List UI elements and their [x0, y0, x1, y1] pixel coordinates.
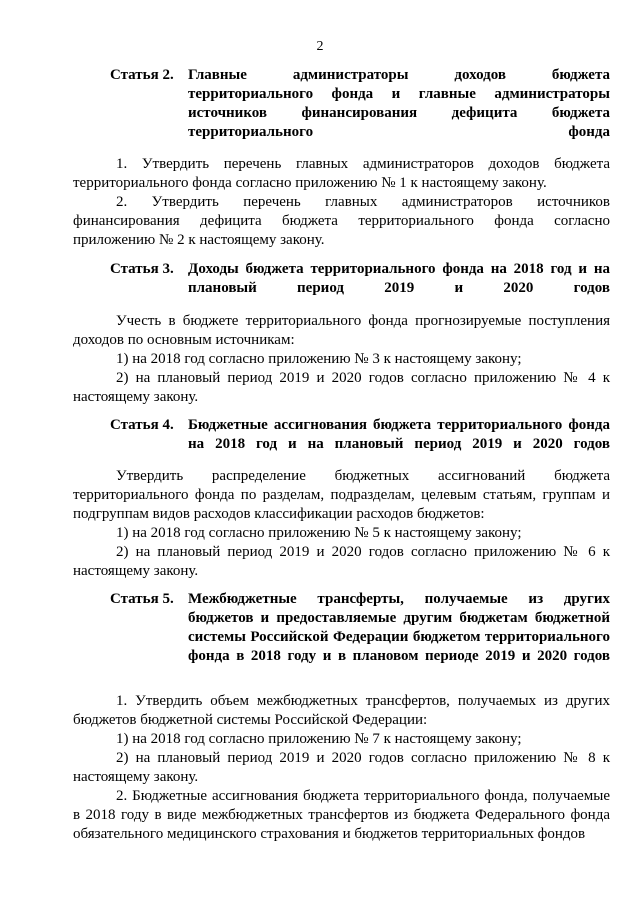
paragraph: 1. Утвердить объем межбюджетных трансфертов, получаемых из других бюджетов бюджетной системы Российской Федерации:	[73, 693, 610, 728]
article-label: Статья 5.	[110, 591, 174, 607]
article-3-heading	[110, 260, 610, 298]
article-title: Главные администраторы доходов бюджета территориального фонда и главные администраторы источников финансирования дефицита бюджета территориального фонда	[188, 67, 610, 140]
paragraph: 1. Утвердить перечень главных администраторов доходов бюджета территориального фонда согласно приложению № 1 к настоящему закону.	[73, 156, 610, 191]
paragraph: 1) на 2018 год согласно приложению № 3 к настоящему закону;	[116, 351, 522, 367]
paragraph: 2. Утвердить перечень главных администраторов источников финансирования дефицита бюджета территориального фонда согласно приложению № 2 к настоящему закону.	[73, 194, 610, 248]
article-4-body	[73, 467, 610, 577]
paragraph: 2) на плановый период 2019 и 2020 годов согласно приложению № 8 к настоящему закону.	[73, 750, 610, 785]
page-number: 2	[316, 39, 324, 54]
article-label: Статья 3.	[110, 261, 174, 277]
article-title: Доходы бюджета территориального фонда на 2018 год и на плановый период 2019 и 2020 годов	[188, 261, 610, 296]
paragraph: 2) на плановый период 2019 и 2020 годов согласно приложению № 4 к настоящему закону.	[73, 370, 610, 405]
paragraph: 2) на плановый период 2019 и 2020 годов согласно приложению № 6 к настоящему закону.	[73, 544, 610, 579]
paragraph: 1) на 2018 год согласно приложению № 7 к настоящему закону;	[116, 731, 522, 747]
article-title: Бюджетные ассигнования бюджета территориального фонда на 2018 год и на плановый период 2019 и 2020 годов	[188, 417, 610, 452]
article-title: Межбюджетные трансферты, получаемые из других бюджетов и предоставляемые другим бюджетам бюджетной системы Российской Федерации бюджетом территориального фонда в 2018 году и в плановом периоде 2019 и 2020 годов	[188, 591, 610, 664]
article-label: Статья 4.	[110, 417, 174, 433]
article-2-body	[73, 155, 610, 248]
paragraph: Учесть в бюджете территориального фонда прогнозируемые поступления доходов по основным источникам:	[73, 313, 610, 348]
article-5-heading	[110, 590, 610, 685]
article-4-heading	[110, 416, 610, 454]
paragraph: 2. Бюджетные ассигнования бюджета территориального фонда, получаемые в 2018 году в виде межбюджетных трансфертов из бюджета Федерального фонда обязательного медицинского страхования и бюджетов территориальных фондов	[73, 788, 610, 842]
article-5-body	[73, 692, 610, 862]
article-label: Статья 2.	[110, 67, 174, 83]
article-3-body	[73, 312, 610, 405]
article-2-heading	[110, 66, 610, 142]
paragraph: Утвердить распределение бюджетных ассигнований бюджета территориального фонда по разделам, подразделам, целевым статьям, группам и подгруппам видов расходов классификации расходов бюджетов:	[73, 468, 610, 522]
paragraph: 1) на 2018 год согласно приложению № 5 к настоящему закону;	[116, 525, 522, 541]
